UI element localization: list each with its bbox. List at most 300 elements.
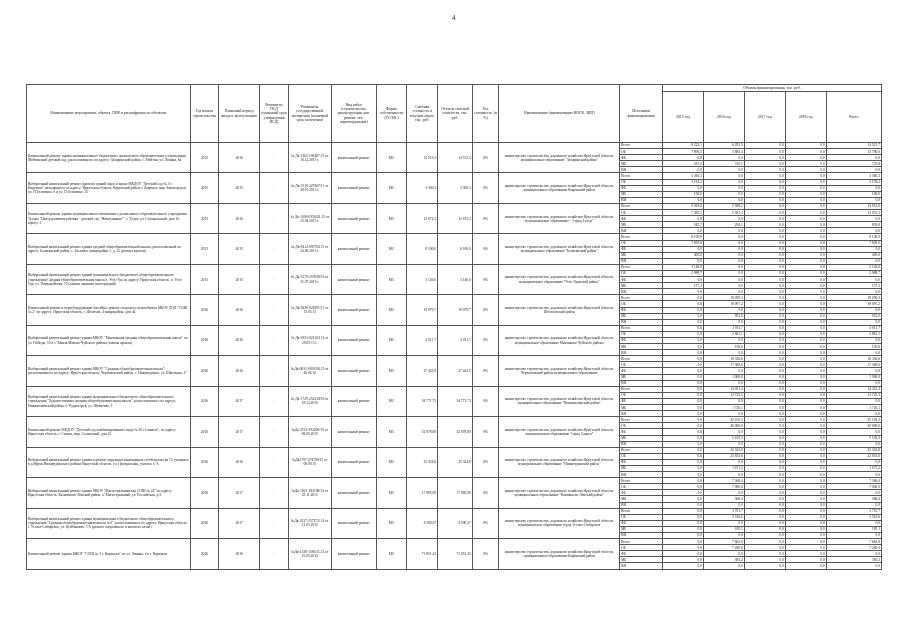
cell-amount: 0,0 — [703, 240, 744, 246]
cell-end: 2016 — [219, 539, 260, 569]
cell-ssd: - — [260, 478, 289, 508]
cell-source: ОБ — [620, 301, 663, 307]
cell-amount: 9 028,0 — [663, 203, 704, 209]
cell-amount: 0,0 — [663, 392, 704, 398]
cell-amount: 0,0 — [785, 185, 826, 191]
cell-amount: 0,0 — [785, 149, 826, 155]
cell-amount: 0,0 — [663, 551, 704, 557]
cell-total: 0,0 — [826, 246, 881, 252]
cell-amount: 7 000,0 — [703, 484, 744, 490]
cell-amount: 0,0 — [785, 155, 826, 161]
cell-amount: 0,0 — [663, 228, 704, 234]
cell-end: 2017 — [219, 478, 260, 508]
cell-amount: 0,0 — [785, 344, 826, 350]
cell-amount: 0,0 — [744, 533, 785, 539]
cell-amount: 0,0 — [663, 325, 704, 331]
cell-source: МБ — [620, 496, 663, 502]
cell-amount: 0,0 — [744, 545, 785, 551]
cell-source: ФБ — [620, 307, 663, 313]
cell-amount: 0,0 — [785, 228, 826, 234]
cell-source: ВИ — [620, 167, 663, 173]
cell-amount: 7 485,1 — [663, 210, 704, 216]
cell-source: ФБ — [620, 490, 663, 496]
cell-name: Капитальный ремонт и переоборудование бассейна, ремонт спортзала спортобъекта МБОУ ДОД "СОШ № 2" по адресу: Иркутская область, г. Шелехов, 4 микрорайон, дом 44 — [27, 295, 191, 325]
cell-source: ОБ — [620, 484, 663, 490]
cell-amount: 0,0 — [703, 191, 744, 197]
cell-amount: 0,0 — [785, 435, 826, 441]
cell-source: ОБ — [620, 453, 663, 459]
cell-total: 405,0 — [826, 252, 881, 258]
cell-rem: 4 590,37 — [438, 508, 473, 538]
cell-amount: 0,0 — [663, 496, 704, 502]
cell-total: 3 360,3 — [826, 173, 881, 179]
cell-source: МБ — [620, 252, 663, 258]
cell-amount: 0,0 — [744, 417, 785, 423]
cell-total: 14 912,0 — [826, 203, 881, 209]
cell-cust: министерство строительства, дорожного хозяйства Иркутской области, муниципальное образование "Нижнеудинский район" — [499, 447, 620, 477]
cell-cust: министерство строительства, дорожного хозяйства Иркутской области, муниципальное образование - "город Тулун" — [499, 203, 620, 233]
cell-start: 2015 — [190, 203, 219, 233]
cell-source: ОБ — [620, 210, 663, 216]
cell-amount: 7 896,5 — [663, 149, 704, 155]
cell-amount: 0,0 — [744, 380, 785, 386]
cell-amount: 0,0 — [785, 203, 826, 209]
cell-exp: № Дк-1729-232418/10 от 18.12.2015 — [288, 386, 331, 416]
cell-work: капитальный ремонт — [331, 447, 376, 477]
cell-total: 0,0 — [826, 563, 881, 569]
cell-amount: 0,0 — [744, 459, 785, 465]
cell-amount: 0,0 — [703, 216, 744, 222]
header-name: Наименование мероприятия, объекта, ПИР и расшифровка по объектам — [27, 85, 191, 143]
cell-ssd: - — [260, 173, 289, 203]
cell-amount: 0,0 — [703, 197, 744, 203]
cell-amount: 0,0 — [785, 301, 826, 307]
cell-amount: 0,0 — [663, 246, 704, 252]
cell-amount: 0,0 — [744, 350, 785, 356]
cell-amount: 0,0 — [785, 490, 826, 496]
cell-source: МБ — [620, 435, 663, 441]
cell-own: МС — [376, 325, 407, 355]
cell-amount: 0,0 — [785, 459, 826, 465]
cell-amount: 0,0 — [744, 368, 785, 374]
cell-end: 2017 — [219, 417, 260, 447]
cell-total: 7 000,0 — [826, 484, 881, 490]
cell-amount: 0,0 — [744, 490, 785, 496]
table-body — [27, 143, 882, 570]
cell-amount: 0,0 — [744, 277, 785, 283]
cell-source: ОБ — [620, 545, 663, 551]
cell-total: 368,4 — [826, 496, 881, 502]
cell-amount: 0,0 — [785, 277, 826, 283]
cell-amount: 0,0 — [785, 319, 826, 325]
cell-own: МС — [376, 234, 407, 264]
cell-source: ОБ — [620, 240, 663, 246]
cell-ready: 0% — [472, 203, 499, 233]
cell-amount: 0,0 — [785, 295, 826, 301]
cell-amount: 0,0 — [785, 283, 826, 289]
cell-amount: 0,0 — [785, 496, 826, 502]
cell-end: 2016 — [219, 203, 260, 233]
cell-work: капитальный ремонт — [331, 417, 376, 447]
cell-ready: 0% — [472, 478, 499, 508]
cell-total: 1 671,2 — [826, 465, 881, 471]
cell-total: 0,0 — [826, 533, 881, 539]
cell-total: 0,0 — [826, 197, 881, 203]
header-remaining: Остаток сметной стоимости, тыс. руб. — [438, 85, 473, 143]
cell-amount: 0,0 — [663, 557, 704, 563]
cell-amount: 40 000,0 — [703, 423, 744, 429]
cell-exp: № Дк-1036-0356/02.15 от 23.04.2015 г. — [288, 203, 331, 233]
cell-rem: 3 146,0 — [438, 264, 473, 294]
header-work-type: Вид работ (строительство, реконструкция, кап. ремонт, тех. перевооружение) — [331, 85, 376, 143]
cell-total: 18 097,2 — [826, 301, 881, 307]
cell-amount: 0,0 — [744, 551, 785, 557]
cell-source: ФБ — [620, 459, 663, 465]
cell-amount: 0,0 — [744, 392, 785, 398]
cell-amount: 0,0 — [703, 551, 744, 557]
cell-total: 18 336,6 — [826, 356, 881, 362]
cell-ready: 0% — [472, 295, 499, 325]
cell-amount: 0,0 — [785, 447, 826, 453]
cell-amount: 0,0 — [703, 350, 744, 356]
cell-total: 7 280,6 — [826, 545, 881, 551]
cell-start: 2016 — [190, 417, 219, 447]
cell-amount: 0,0 — [785, 502, 826, 508]
cell-ssd: - — [260, 234, 289, 264]
cell-total: 3 516,6 — [826, 514, 881, 520]
cell-amount: 0,0 — [785, 356, 826, 362]
cell-name: Выборочный капитальный ремонт здания МБОУ "Магистральнинская СОШ № 22" по адресу: Иркутская область, Казачинско-Ленский район, п. Магистральный, ул. Российская, д.4 — [27, 478, 191, 508]
cell-rem: 17 985,99 — [438, 478, 473, 508]
cell-rem: 52 078,00 — [438, 417, 473, 447]
cell-work: капитальный ремонт — [331, 295, 376, 325]
cell-total: 40 000,0 — [826, 423, 881, 429]
cell-amount: 5 588,2 — [703, 203, 744, 209]
cell-amount: 0,0 — [785, 429, 826, 435]
cell-source: Всего — [620, 143, 663, 149]
cell-amount: 0,0 — [703, 307, 744, 313]
cell-total: 168,0 — [826, 191, 881, 197]
cell-rem: 8 100,0 — [438, 234, 473, 264]
cell-total: 2 988,7 — [826, 270, 881, 276]
cell-amount: 0,0 — [785, 289, 826, 295]
cell-work: капитальный ремонт — [331, 173, 376, 203]
cell-total: 2 861,1 — [826, 331, 881, 337]
cell-amount: 0,0 — [785, 197, 826, 203]
cell-total: 725,8 — [826, 161, 881, 167]
header-expertise: Реквизиты государственной экспертизы (плановый срок получения) — [288, 85, 331, 143]
cell-total: 5 105,3 — [826, 435, 881, 441]
cell-amount: 0,0 — [785, 368, 826, 374]
cell-est: 52 078,00 — [407, 417, 438, 447]
cell-own: МС — [376, 386, 407, 416]
header-funding-group: Объемы финансирования, тыс. руб. — [663, 85, 882, 92]
cell-exp: №Дк-2337-237372/ 14 от 12.03.2015 — [288, 508, 331, 538]
cell-amount: 0,0 — [744, 520, 785, 526]
cell-amount: 0,0 — [663, 502, 704, 508]
header-total: Всего — [826, 92, 881, 143]
cell-amount: 0,0 — [703, 277, 744, 283]
cell-start: 2016 — [190, 295, 219, 325]
cell-amount: 0,0 — [663, 447, 704, 453]
cell-amount: 0,0 — [744, 246, 785, 252]
cell-total: 17 389,6 — [826, 362, 881, 368]
cell-amount: 0,0 — [785, 453, 826, 459]
cell-amount: 3 192,2 — [663, 179, 704, 185]
cell-amount: 0,0 — [785, 551, 826, 557]
cell-cust: министерство строительства, дорожного хозяйства Иркутской области, муниципальное образование "город Саянск" — [499, 417, 620, 447]
cell-source: МБ — [620, 191, 663, 197]
cell-source: ВИ — [620, 350, 663, 356]
cell-exp: № Дк-0236-022091/11 от 13.05.15 — [288, 295, 331, 325]
header-end-year: Плановый период ввода в эксплуатацию — [219, 85, 260, 143]
cell-total: 185,1 — [826, 526, 881, 532]
cell-total: 0,0 — [826, 350, 881, 356]
cell-exp: № Дк-1270-237049/13 от 31.07.2015 г. — [288, 264, 331, 294]
cell-work: капитальный ремонт — [331, 264, 376, 294]
cell-total: 8 100,0 — [826, 234, 881, 240]
cell-amount: 0,0 — [663, 301, 704, 307]
cell-amount: 0,0 — [785, 270, 826, 276]
cell-exp: № Дк-0412-093704 15 от 24.06.2015 г. — [288, 234, 331, 264]
cell-amount: 8 223,1 — [663, 143, 704, 149]
cell-cust: министерство строительства, дорожного хозяйства Иркутской области, муниципальное образование "Нижнеилимский район" — [499, 386, 620, 416]
header-customer: Наименование (наименование ИОГВ, ЗИП) — [499, 85, 620, 143]
cell-amount: 0,0 — [703, 155, 744, 161]
cell-start: 2016 — [190, 447, 219, 477]
cell-ready: 0% — [472, 325, 499, 355]
cell-ready: 0% — [472, 539, 499, 569]
cell-amount: 0,0 — [744, 307, 785, 313]
cell-exp: №Дк1797-274708/15 от 08.09.15 — [288, 447, 331, 477]
cell-work: капитальный ремонт — [331, 143, 376, 173]
cell-est: 17 985,99 — [407, 478, 438, 508]
header-ownership: Форма собственности (ГС/МС) — [376, 85, 407, 143]
cell-source: ФБ — [620, 155, 663, 161]
cell-ssd: - — [260, 325, 289, 355]
cell-total: 0,0 — [826, 398, 881, 404]
cell-amount: 0,0 — [663, 465, 704, 471]
cell-total: 3 192,2 — [826, 179, 881, 185]
cell-end: 2017 — [219, 386, 260, 416]
cell-total: 1 000,0 — [826, 374, 881, 380]
cell-amount: 0,0 — [744, 155, 785, 161]
cell-source: Всего — [620, 173, 663, 179]
cell-source: ФБ — [620, 520, 663, 526]
cell-total: 3 701,7 — [826, 508, 881, 514]
cell-amount: 0,0 — [744, 405, 785, 411]
cell-amount: 0,0 — [663, 197, 704, 203]
cell-source: МБ — [620, 313, 663, 319]
cell-own: МС — [376, 539, 407, 569]
cell-ready: 0% — [472, 417, 499, 447]
cell-source: ФБ — [620, 185, 663, 191]
cell-amount: 0,0 — [744, 557, 785, 563]
cell-amount: 5 587,3 — [703, 210, 744, 216]
cell-amount: 0,0 — [663, 258, 704, 264]
cell-amount: 0,0 — [744, 258, 785, 264]
cell-cust: министерство строительства, дорожного хозяйства Иркутской области, муниципальное образование "Усть-Удинский район" — [499, 264, 620, 294]
cell-rem: 3 360,3 — [438, 173, 473, 203]
cell-amount: 0,0 — [785, 423, 826, 429]
cell-total: 7 695,0 — [826, 240, 881, 246]
cell-total: 13 780,0 — [826, 149, 881, 155]
cell-amount: 0,0 — [785, 520, 826, 526]
cell-total: 0,0 — [826, 459, 881, 465]
cell-source: ФБ — [620, 338, 663, 344]
cell-source: Всего — [620, 295, 663, 301]
cell-own: МС — [376, 264, 407, 294]
cell-total: 7 663,8 — [826, 539, 881, 545]
cell-end: 2017 — [219, 508, 260, 538]
cell-amount: 0,0 — [744, 472, 785, 478]
cell-source: ОБ — [620, 423, 663, 429]
cell-amount: 0,0 — [703, 338, 744, 344]
cell-amount: 0,0 — [744, 435, 785, 441]
cell-amount: 0,0 — [663, 356, 704, 362]
cell-rem: 27 443,9 — [438, 356, 473, 386]
cell-start: 2016 — [190, 478, 219, 508]
cell-start: 2016 — [190, 508, 219, 538]
header-ssd: Реквизиты ПСД (плановый срок утверждения ПСД) — [260, 85, 289, 143]
cell-est: 8 100,0 — [407, 234, 438, 264]
cell-total: 157,3 — [826, 283, 881, 289]
cell-amount: 0,0 — [785, 380, 826, 386]
cell-amount: 0,0 — [703, 368, 744, 374]
cell-amount: 0,0 — [703, 234, 744, 240]
cell-amount: 18 097,2 — [703, 301, 744, 307]
cell-amount: 0,0 — [744, 203, 785, 209]
cell-ready: 0% — [472, 143, 499, 173]
cell-name: Выборочный капитальный ремонт здания муниципального бюджетного общеобразовательного учреждения "Художественная средняя общеобразовательная школа", расположенного по адресу: Нижнеилимский район, п. Рудногорск, ул. Шевченко, 1 — [27, 386, 191, 416]
cell-amount: 0,0 — [785, 210, 826, 216]
cell-end: 2015 — [219, 234, 260, 264]
cell-total: 25 324,8 — [826, 447, 881, 453]
cell-total: 0,0 — [826, 155, 881, 161]
header-funding-source: Источники финансирования — [620, 85, 663, 143]
cell-amount: 0,0 — [663, 459, 704, 465]
cell-name: Выборочный капитальный ремонт здания МКОУ "Манзинская средняя общеобразовательная школа" по ул. Победы, 10 в с. Манзя Манско-Чуйского района (замена кровли) — [27, 325, 191, 355]
cell-own: МС — [376, 295, 407, 325]
cell-amount: 0,0 — [744, 143, 785, 149]
cell-exp: №Дк-1821-283108/14 от 25.11.2015 — [288, 478, 331, 508]
cell-amount: 405,0 — [663, 252, 704, 258]
cell-amount: 0,0 — [703, 472, 744, 478]
cell-source: ВИ — [620, 380, 663, 386]
cell-source: Всего — [620, 417, 663, 423]
cell-amount: 0,0 — [744, 197, 785, 203]
cell-amount: 0,0 — [663, 490, 704, 496]
cell-source: Всего — [620, 356, 663, 362]
cell-source: ВИ — [620, 319, 663, 325]
cell-total: 0,0 — [826, 167, 881, 173]
cell-source: Всего — [620, 386, 663, 392]
cell-amount: 0,0 — [703, 289, 744, 295]
cell-start: 2015 — [190, 234, 219, 264]
cell-amount: 0,0 — [703, 270, 744, 276]
cell-amount: 0,0 — [785, 167, 826, 173]
cell-est: 4 590,37 — [407, 508, 438, 538]
cell-cust: министерство строительства, дорожного хозяйства Иркутской области, муниципальное образование "Заларинский район" — [499, 143, 620, 173]
cell-source: ФБ — [620, 398, 663, 404]
cell-amount: 0,0 — [744, 283, 785, 289]
cell-cust: министерство строительства, дорожного хозяйства Иркутской области, муниципальное образование Манзинско-Чуйского района — [499, 325, 620, 355]
cell-start: 2016 — [190, 386, 219, 416]
cell-amount: 0,0 — [785, 179, 826, 185]
cell-amount: 19 059,3 — [703, 295, 744, 301]
cell-name: Выборочный капитальный ремонт (кровли) зданий школ и крыш МКДОУ "Детский сад № 3 г. Киренска" находящихся по адресу: Иркутская область, Киренский район, г. Киренск, мкр Авиагородок, ул. П.Осипенко, 6 и ул. П.Осипенко, 15 — [27, 173, 191, 203]
cell-ssd: - — [260, 508, 289, 538]
cell-amount: 0,0 — [744, 173, 785, 179]
cell-amount: 3 011,7 — [703, 325, 744, 331]
cell-amount: 0,0 — [663, 313, 704, 319]
cell-amount: 0,0 — [744, 295, 785, 301]
cell-ssd: - — [260, 356, 289, 386]
cell-amount: 0,0 — [785, 405, 826, 411]
cell-amount: 0,0 — [703, 246, 744, 252]
cell-amount: 8 100,0 — [663, 234, 704, 240]
cell-total: 150,6 — [826, 344, 881, 350]
cell-amount: 168,0 — [663, 191, 704, 197]
cell-ssd: - — [260, 539, 289, 569]
cell-exp: № Дк-1316-227667/11 от 29.01.2015 г. — [288, 173, 331, 203]
cell-amount: 0,0 — [744, 478, 785, 484]
cell-amount: 0,0 — [744, 191, 785, 197]
cell-amount: 0,0 — [785, 441, 826, 447]
cell-amount: 0,0 — [744, 210, 785, 216]
cell-name: Выборочный капитальный ремонт здания и ремонт наружных инженерных сетей школы на 72 учащихся в д.Верхн.Нижнеудинского района Иркутской области, ул. Центральная, участок 3/ А — [27, 447, 191, 477]
cell-cust: министерство строительства, дорожного хозяйства Иркутской области, муниципальное образование город Усолье-Сибирское — [499, 508, 620, 538]
cell-amount: 0,0 — [744, 216, 785, 222]
cell-total: 14 451,4 — [826, 386, 881, 392]
cell-total: 45 105,3 — [826, 417, 881, 423]
cell-amount: 0,0 — [785, 539, 826, 545]
cell-amount: 0,0 — [703, 459, 744, 465]
cell-total: 0,0 — [826, 338, 881, 344]
header-2016: 2016 год — [703, 92, 744, 143]
cell-amount: 0,0 — [703, 533, 744, 539]
cell-source: МБ — [620, 161, 663, 167]
cell-total: 952,0 — [826, 313, 881, 319]
cell-amount: 0,0 — [703, 264, 744, 270]
cell-total: 3 146,0 — [826, 264, 881, 270]
cell-amount: 0,0 — [785, 252, 826, 258]
cell-amount: 0,0 — [744, 331, 785, 337]
cell-amount: 383,2 — [703, 557, 744, 563]
cell-amount: 0,0 — [703, 502, 744, 508]
cell-source: ОБ — [620, 514, 663, 520]
cell-amount: 0,0 — [663, 307, 704, 313]
cell-ready: 0% — [472, 264, 499, 294]
cell-amount: 0,0 — [703, 520, 744, 526]
cell-amount: 294,1 — [703, 222, 744, 228]
header-estimate: Сметная стоимость в текущих ценах, тыс. руб. — [407, 85, 438, 143]
cell-amount: 0,0 — [785, 465, 826, 471]
cell-work: капитальный ремонт — [331, 325, 376, 355]
cell-amount: 0,0 — [663, 338, 704, 344]
cell-amount: 0,0 — [744, 508, 785, 514]
cell-amount: 7 368,4 — [703, 478, 744, 484]
cell-source: ВИ — [620, 472, 663, 478]
cell-amount: 0,0 — [744, 429, 785, 435]
cell-amount: 0,0 — [703, 167, 744, 173]
cell-amount: 0,0 — [785, 484, 826, 490]
cell-source: МБ — [620, 222, 663, 228]
cell-own: МС — [376, 417, 407, 447]
cell-total: 0,0 — [826, 289, 881, 295]
cell-amount: 952,0 — [703, 313, 744, 319]
cell-amount: 0,0 — [663, 429, 704, 435]
